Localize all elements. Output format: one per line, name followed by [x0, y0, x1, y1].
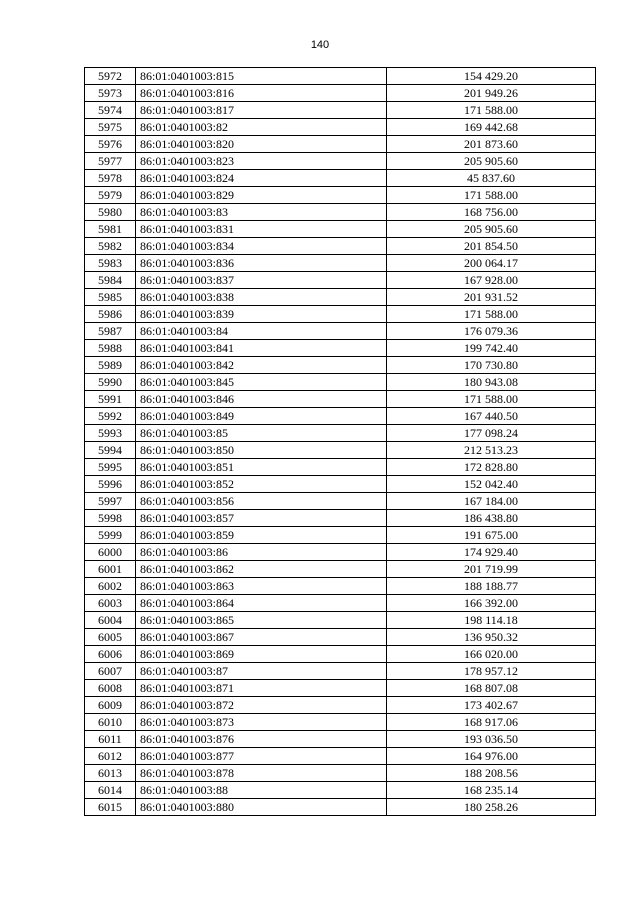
- table-row: [85, 85, 596, 102]
- cadastral-number-cell: 86:01:0401003:851: [136, 459, 387, 476]
- cadastral-number-cell: 86:01:0401003:829: [136, 187, 387, 204]
- row-number-cell: 6008: [85, 680, 136, 697]
- cadastral-value-cell: 171 588.00: [387, 306, 596, 323]
- table-row: [85, 544, 596, 561]
- table-row: [85, 323, 596, 340]
- table-row: [85, 442, 596, 459]
- row-number-cell: 5985: [85, 289, 136, 306]
- cadastral-number-cell: 86:01:0401003:824: [136, 170, 387, 187]
- cadastral-number-cell: 86:01:0401003:838: [136, 289, 387, 306]
- row-number-cell: 5972: [85, 68, 136, 85]
- cadastral-value-cell: 201 949.26: [387, 85, 596, 102]
- row-number-cell: 6007: [85, 663, 136, 680]
- table-row: [85, 493, 596, 510]
- row-number-cell: 5989: [85, 357, 136, 374]
- row-number-cell: 5981: [85, 221, 136, 238]
- table-row: [85, 561, 596, 578]
- table-row: [85, 765, 596, 782]
- cadastral-value-cell: 176 079.36: [387, 323, 596, 340]
- cadastral-value-cell: 188 188.77: [387, 578, 596, 595]
- cadastral-number-cell: 86:01:0401003:857: [136, 510, 387, 527]
- row-number-cell: 5977: [85, 153, 136, 170]
- cadastral-number-cell: 86:01:0401003:88: [136, 782, 387, 799]
- cadastral-value-cell: 174 929.40: [387, 544, 596, 561]
- table-body: [85, 68, 596, 816]
- cadastral-number-cell: 86:01:0401003:849: [136, 408, 387, 425]
- row-number-cell: 5975: [85, 119, 136, 136]
- row-number-cell: 5990: [85, 374, 136, 391]
- cadastral-value-cell: 168 235.14: [387, 782, 596, 799]
- cadastral-number-cell: 86:01:0401003:867: [136, 629, 387, 646]
- cadastral-value-cell: 186 438.80: [387, 510, 596, 527]
- table-row: [85, 374, 596, 391]
- cadastral-number-cell: 86:01:0401003:85: [136, 425, 387, 442]
- table-row: [85, 731, 596, 748]
- table-row: [85, 102, 596, 119]
- table-row: [85, 68, 596, 85]
- cadastral-number-cell: 86:01:0401003:87: [136, 663, 387, 680]
- cadastral-value-cell: 171 588.00: [387, 102, 596, 119]
- cadastral-value-cell: 178 957.12: [387, 663, 596, 680]
- cadastral-value-cell: 200 064.17: [387, 255, 596, 272]
- row-number-cell: 5987: [85, 323, 136, 340]
- table-row: [85, 459, 596, 476]
- table-row: [85, 663, 596, 680]
- row-number-cell: 6010: [85, 714, 136, 731]
- table-row: [85, 578, 596, 595]
- cadastral-value-cell: 191 675.00: [387, 527, 596, 544]
- row-number-cell: 5988: [85, 340, 136, 357]
- cadastral-value-cell: 171 588.00: [387, 187, 596, 204]
- cadastral-number-cell: 86:01:0401003:823: [136, 153, 387, 170]
- table-row: [85, 646, 596, 663]
- cadastral-value-cell: 152 042.40: [387, 476, 596, 493]
- cadastral-value-cell: 169 442.68: [387, 119, 596, 136]
- cadastral-value-cell: 205 905.60: [387, 221, 596, 238]
- cadastral-value-cell: 166 392.00: [387, 595, 596, 612]
- row-number-cell: 6000: [85, 544, 136, 561]
- cadastral-number-cell: 86:01:0401003:873: [136, 714, 387, 731]
- table-row: [85, 595, 596, 612]
- cadastral-number-cell: 86:01:0401003:864: [136, 595, 387, 612]
- cadastral-value-cell: 201 873.60: [387, 136, 596, 153]
- cadastral-value-cell: 199 742.40: [387, 340, 596, 357]
- row-number-cell: 6014: [85, 782, 136, 799]
- table-row: [85, 782, 596, 799]
- row-number-cell: 5980: [85, 204, 136, 221]
- cadastral-value-cell: 212 513.23: [387, 442, 596, 459]
- cadastral-number-cell: 86:01:0401003:84: [136, 323, 387, 340]
- cadastral-number-cell: 86:01:0401003:859: [136, 527, 387, 544]
- cadastral-value-cell: 173 402.67: [387, 697, 596, 714]
- cadastral-number-cell: 86:01:0401003:862: [136, 561, 387, 578]
- cadastral-value-cell: 198 114.18: [387, 612, 596, 629]
- row-number-cell: 6005: [85, 629, 136, 646]
- row-number-cell: 6013: [85, 765, 136, 782]
- table-row: [85, 476, 596, 493]
- row-number-cell: 5994: [85, 442, 136, 459]
- cadastral-value-cell: 188 208.56: [387, 765, 596, 782]
- cadastral-value-cell: 154 429.20: [387, 68, 596, 85]
- cadastral-number-cell: 86:01:0401003:856: [136, 493, 387, 510]
- cadastral-number-cell: 86:01:0401003:878: [136, 765, 387, 782]
- table-row: [85, 306, 596, 323]
- table-row: [85, 697, 596, 714]
- cadastral-number-cell: 86:01:0401003:831: [136, 221, 387, 238]
- row-number-cell: 6002: [85, 578, 136, 595]
- cadastral-value-cell: 136 950.32: [387, 629, 596, 646]
- cadastral-number-cell: 86:01:0401003:841: [136, 340, 387, 357]
- table-row: [85, 153, 596, 170]
- cadastral-value-cell: 201 854.50: [387, 238, 596, 255]
- row-number-cell: 6011: [85, 731, 136, 748]
- cadastral-value-cell: 168 917.06: [387, 714, 596, 731]
- table-row: [85, 357, 596, 374]
- cadastral-value-cell: 180 943.08: [387, 374, 596, 391]
- cadastral-number-cell: 86:01:0401003:869: [136, 646, 387, 663]
- cadastral-value-table: [84, 67, 596, 816]
- table-row: [85, 510, 596, 527]
- cadastral-number-cell: 86:01:0401003:865: [136, 612, 387, 629]
- table-row: [85, 119, 596, 136]
- cadastral-value-cell: 45 837.60: [387, 170, 596, 187]
- table-row: [85, 221, 596, 238]
- cadastral-value-cell: 168 756.00: [387, 204, 596, 221]
- table-row: [85, 408, 596, 425]
- row-number-cell: 5986: [85, 306, 136, 323]
- cadastral-number-cell: 86:01:0401003:815: [136, 68, 387, 85]
- cadastral-value-cell: 167 928.00: [387, 272, 596, 289]
- cadastral-number-cell: 86:01:0401003:846: [136, 391, 387, 408]
- table-row: [85, 204, 596, 221]
- row-number-cell: 5982: [85, 238, 136, 255]
- cadastral-value-cell: 164 976.00: [387, 748, 596, 765]
- cadastral-number-cell: 86:01:0401003:82: [136, 119, 387, 136]
- row-number-cell: 5991: [85, 391, 136, 408]
- table-row: [85, 748, 596, 765]
- table-row: [85, 255, 596, 272]
- cadastral-number-cell: 86:01:0401003:816: [136, 85, 387, 102]
- cadastral-number-cell: 86:01:0401003:86: [136, 544, 387, 561]
- cadastral-value-cell: 168 807.08: [387, 680, 596, 697]
- table-row: [85, 527, 596, 544]
- row-number-cell: 5978: [85, 170, 136, 187]
- cadastral-number-cell: 86:01:0401003:880: [136, 799, 387, 816]
- row-number-cell: 6015: [85, 799, 136, 816]
- table-row: [85, 714, 596, 731]
- row-number-cell: 5976: [85, 136, 136, 153]
- row-number-cell: 6009: [85, 697, 136, 714]
- cadastral-number-cell: 86:01:0401003:877: [136, 748, 387, 765]
- row-number-cell: 5997: [85, 493, 136, 510]
- row-number-cell: 5974: [85, 102, 136, 119]
- table-row: [85, 187, 596, 204]
- cadastral-value-cell: 201 931.52: [387, 289, 596, 306]
- row-number-cell: 6006: [85, 646, 136, 663]
- cadastral-value-cell: 171 588.00: [387, 391, 596, 408]
- row-number-cell: 6004: [85, 612, 136, 629]
- row-number-cell: 5996: [85, 476, 136, 493]
- cadastral-value-cell: 205 905.60: [387, 153, 596, 170]
- row-number-cell: 6001: [85, 561, 136, 578]
- cadastral-number-cell: 86:01:0401003:872: [136, 697, 387, 714]
- table-row: [85, 629, 596, 646]
- row-number-cell: 5979: [85, 187, 136, 204]
- cadastral-value-cell: 177 098.24: [387, 425, 596, 442]
- table-row: [85, 680, 596, 697]
- cadastral-number-cell: 86:01:0401003:817: [136, 102, 387, 119]
- cadastral-value-cell: 193 036.50: [387, 731, 596, 748]
- row-number-cell: 5992: [85, 408, 136, 425]
- table-row: [85, 799, 596, 816]
- cadastral-number-cell: 86:01:0401003:845: [136, 374, 387, 391]
- table-row: [85, 170, 596, 187]
- cadastral-number-cell: 86:01:0401003:837: [136, 272, 387, 289]
- cadastral-number-cell: 86:01:0401003:863: [136, 578, 387, 595]
- table-row: [85, 238, 596, 255]
- row-number-cell: 5995: [85, 459, 136, 476]
- row-number-cell: 6012: [85, 748, 136, 765]
- cadastral-number-cell: 86:01:0401003:842: [136, 357, 387, 374]
- row-number-cell: 5984: [85, 272, 136, 289]
- row-number-cell: 5993: [85, 425, 136, 442]
- cadastral-number-cell: 86:01:0401003:876: [136, 731, 387, 748]
- cadastral-value-cell: 172 828.80: [387, 459, 596, 476]
- row-number-cell: 6003: [85, 595, 136, 612]
- cadastral-value-cell: 166 020.00: [387, 646, 596, 663]
- cadastral-value-cell: 170 730.80: [387, 357, 596, 374]
- cadastral-value-cell: 201 719.99: [387, 561, 596, 578]
- cadastral-number-cell: 86:01:0401003:850: [136, 442, 387, 459]
- cadastral-number-cell: 86:01:0401003:83: [136, 204, 387, 221]
- cadastral-number-cell: 86:01:0401003:836: [136, 255, 387, 272]
- table-row: [85, 136, 596, 153]
- table-row: [85, 391, 596, 408]
- cadastral-number-cell: 86:01:0401003:834: [136, 238, 387, 255]
- cadastral-value-cell: 167 184.00: [387, 493, 596, 510]
- table-row: [85, 272, 596, 289]
- table-row: [85, 425, 596, 442]
- row-number-cell: 5999: [85, 527, 136, 544]
- cadastral-number-cell: 86:01:0401003:820: [136, 136, 387, 153]
- page-number: 140: [310, 39, 330, 51]
- cadastral-number-cell: 86:01:0401003:839: [136, 306, 387, 323]
- cadastral-value-cell: 167 440.50: [387, 408, 596, 425]
- row-number-cell: 5998: [85, 510, 136, 527]
- table-row: [85, 340, 596, 357]
- row-number-cell: 5973: [85, 85, 136, 102]
- cadastral-number-cell: 86:01:0401003:852: [136, 476, 387, 493]
- cadastral-value-cell: 180 258.26: [387, 799, 596, 816]
- table-row: [85, 612, 596, 629]
- row-number-cell: 5983: [85, 255, 136, 272]
- table-row: [85, 289, 596, 306]
- cadastral-number-cell: 86:01:0401003:871: [136, 680, 387, 697]
